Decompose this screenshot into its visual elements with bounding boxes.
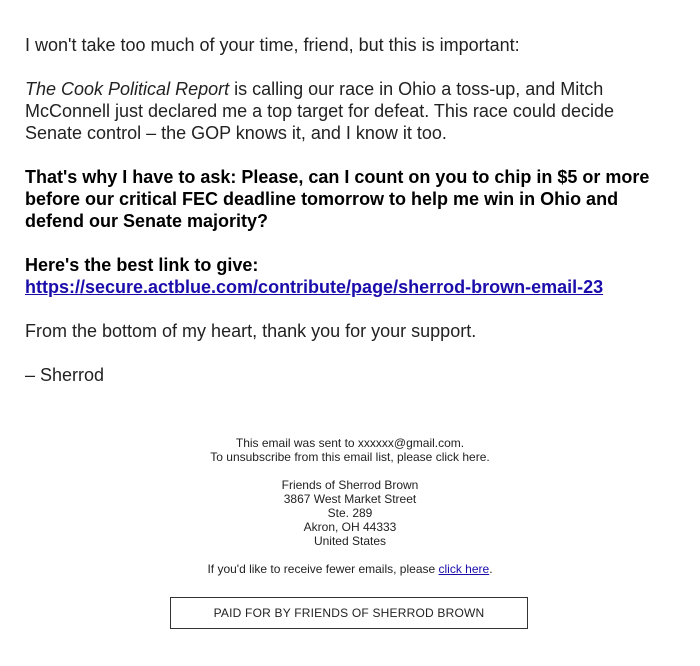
signature: – Sherrod <box>25 365 105 385</box>
sent-to-text: This email was sent to xxxxxx@gmail.com. <box>235 436 465 450</box>
suite-address: Ste. 289 <box>327 506 373 520</box>
fewer-emails-prefix: If you'd like to receive fewer emails, please <box>207 562 439 576</box>
email-footer <box>0 436 700 590</box>
recipient-block <box>0 436 700 464</box>
thanks-paragraph: From the bottom of my heart, thank you for your support. <box>25 321 477 341</box>
link-intro: Here's the best link to give: <box>25 255 259 275</box>
email-body <box>25 34 675 386</box>
context-paragraph <box>25 78 675 144</box>
country-address: United States <box>313 534 387 548</box>
org-name: Friends of Sherrod Brown <box>281 478 419 492</box>
unsubscribe-text[interactable]: To unsubscribe from this email list, please click here. <box>210 450 490 464</box>
greeting-paragraph: I won't take too much of your time, friend, but this is important: <box>25 35 520 55</box>
city-address: Akron, OH 44333 <box>303 520 397 534</box>
address-block <box>0 478 700 548</box>
fewer-emails-text <box>0 562 700 576</box>
street-address: 3867 West Market Street <box>283 492 417 506</box>
ask-paragraph: That's why I have to ask: Please, can I count on you to chip in $5 or more before our critical FEC deadline tomorrow to help me win in Ohio and defend our Senate majority? <box>25 167 650 231</box>
paid-for-disclaimer: PAID FOR BY FRIENDS OF SHERROD BROWN <box>170 597 528 629</box>
link-paragraph <box>25 254 675 298</box>
fewer-emails-link[interactable]: click here <box>438 562 490 576</box>
publication-name: The Cook Political Report <box>25 79 230 99</box>
context-text: is calling our race in Ohio a toss-up, and Mitch McConnell just declared me a top target for defeat. This race could decide Senate control – the GOP knows it, and I know it too. <box>25 79 614 143</box>
fewer-emails-block <box>0 562 700 576</box>
donate-link[interactable]: https://secure.actblue.com/contribute/page/sherrod-brown-email-23 <box>25 277 604 297</box>
fewer-emails-suffix: . <box>489 562 493 576</box>
